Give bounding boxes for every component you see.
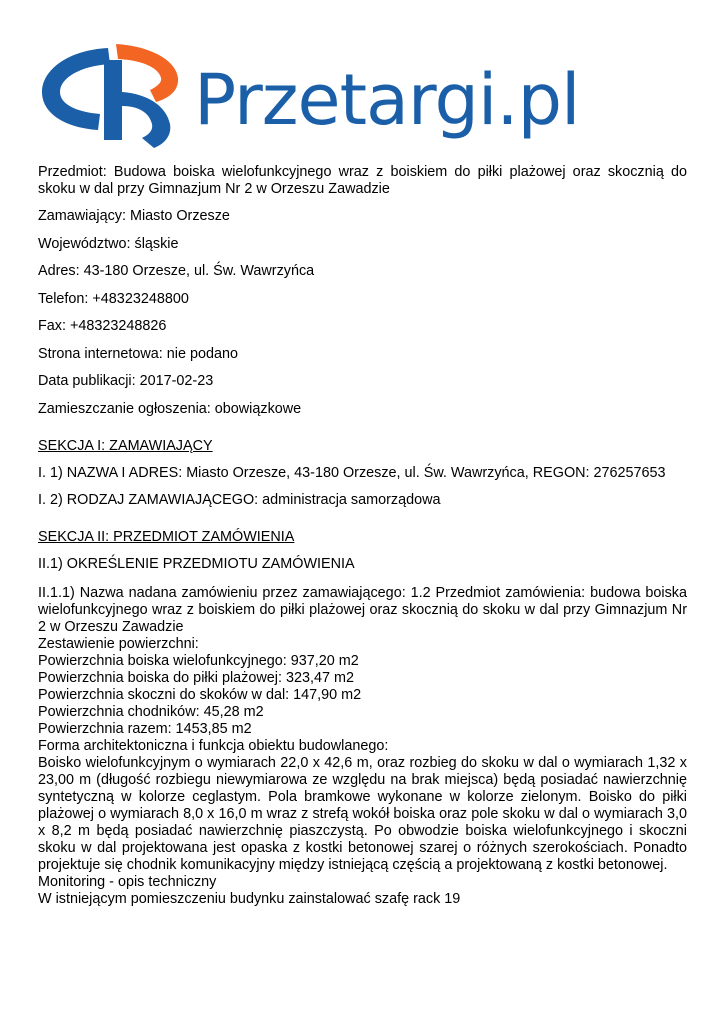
surface-line: Powierzchnia boiska wielofunkcyjnego: 937,20 m2 — [38, 653, 359, 669]
section-2-title: SEKCJA II: PRZEDMIOT ZAMÓWIENIA — [38, 529, 295, 545]
section-2-subtitle: II.1) OKREŚLENIE PRZEDMIOTU ZAMÓWIENIA — [38, 556, 355, 572]
surface-line: Powierzchnia chodników: 45,28 m2 — [38, 704, 264, 720]
field-data-publikacji: Data publikacji: 2017-02-23 — [38, 373, 214, 389]
przetargi-logo — [38, 40, 580, 152]
section-2-description: Boisko wielofunkcyjnym o wymiarach 22,0 x 42,6 m, oraz rozbieg do skoku w dal o wymiarach 1,32 x 23,00 m (długość rozbiegu niewymiarowa ze względu na brak miejsca) będą posiadać nawierzchnię syntetyczną w kolorze ceglastym. Pola bramkowe wykonane w kolorze zielonym. Boisko do piłki plażowej o wymiarach 8,0 x 16,0 m wraz z strefą wokół boiska oraz pole skoku w dal o wymiarach 3,0 x 8,2 m będą posiadać nawierzchnię piaszczystą. Po obwodzie boiska wielofunkcyjnego i skoczni skoku w dal projektowana jest opaska z kostki betonowej szarej o różnych szerokościach. Ponadto projektuje się chodnik komunikacyjny między istniejącą częścią a projektowaną z kostki betonowej. — [38, 755, 687, 873]
field-fax: Fax: +48323248826 — [38, 318, 167, 334]
section-1-title: SEKCJA I: ZAMAWIAJĄCY — [38, 437, 213, 454]
surface-line: Powierzchnia skoczni do skoków w dal: 147,90 m2 — [38, 687, 362, 703]
surface-line: Powierzchnia razem: 1453,85 m2 — [38, 721, 252, 737]
header-fields — [38, 164, 687, 418]
field-zamieszczanie: Zamieszczanie ogłoszenia: obowiązkowe — [38, 400, 302, 417]
field-wojewodztwo: Województwo: śląskie — [38, 235, 179, 252]
field-telefon: Telefon: +48323248800 — [38, 290, 189, 307]
field-strona: Strona internetowa: nie podano — [38, 345, 239, 362]
surface-line: Forma architektoniczna i funkcja obiektu budowlanego: — [38, 738, 389, 754]
field-zamawiajacy: Zamawiający: Miasto Orzesze — [38, 208, 230, 224]
tail-line: Monitoring - opis techniczny — [38, 874, 217, 890]
section-1-item: I. 2) RODZAJ ZAMAWIAJĄCEGO: administracja samorządowa — [38, 492, 441, 508]
surface-line: Powierzchnia boiska do piłki plażowej: 323,47 m2 — [38, 670, 354, 686]
section-2-intro: II.1.1) Nazwa nadana zamówieniu przez zamawiającego: 1.2 Przedmiot zamówienia: budowa boiska wielofunkcyjnego wraz z boiskiem do piłki plażowej oraz skocznią do skoku w dal przy Gimnazjum Nr 2 w Orzeszu Zawadzie — [38, 585, 687, 635]
logo-mark-icon — [38, 40, 198, 152]
surface-line: Zestawienie powierzchni: — [38, 636, 199, 652]
tail-line: W istniejącym pomieszczeniu budynku zainstalować szafę rack 19 — [38, 891, 461, 907]
section-2-body — [38, 585, 687, 908]
field-adres: Adres: 43-180 Orzesze, ul. Św. Wawrzyńca — [38, 263, 315, 279]
section-1-item: I. 1) NAZWA I ADRES: Miasto Orzesze, 43-180 Orzesze, ul. Św. Wawrzyńca, REGON: 276257653 — [38, 464, 666, 481]
document-body — [38, 164, 687, 908]
logo-wordmark: Przetargi.pl — [194, 59, 580, 141]
field-przedmiot: Przedmiot: Budowa boiska wielofunkcyjnego wraz z boiskiem do piłki plażowej oraz skocznią do skoku w dal przy Gimnazjum Nr 2 w Orzeszu Zawadzie — [38, 164, 687, 197]
